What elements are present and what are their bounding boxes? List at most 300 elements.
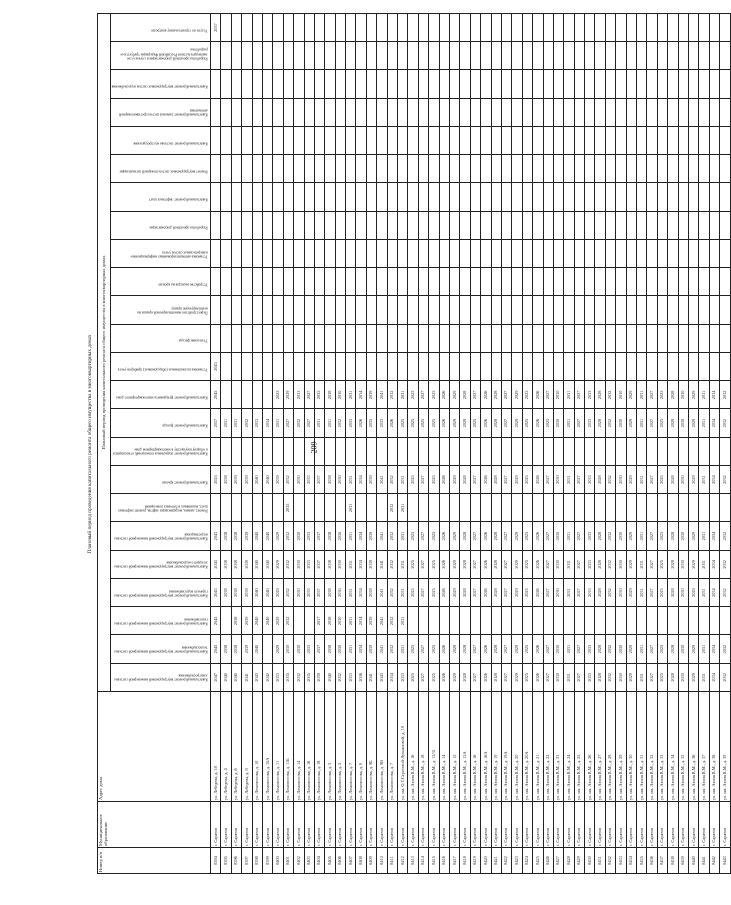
row-year-cell bbox=[470, 494, 480, 522]
row-year-cell bbox=[377, 494, 387, 522]
row-year-cell bbox=[657, 98, 667, 126]
row-year-cell bbox=[429, 494, 439, 522]
table-row bbox=[720, 14, 730, 874]
row-year-cell: 2039 bbox=[366, 550, 376, 578]
header-work-type-label: Капитальный ремонт (замена) систем противопожарной автоматики bbox=[119, 108, 208, 117]
row-year-cell bbox=[637, 240, 647, 268]
row-municipality: г. Саратов bbox=[543, 802, 553, 848]
row-year-cell bbox=[273, 437, 283, 465]
row-year-cell bbox=[616, 42, 626, 70]
row-year-cell bbox=[408, 240, 418, 268]
header-work-type-label: Ремонт, замена, модернизация лифтов, ремонт лифтовых шахт, машинных и блочных помещений bbox=[118, 504, 208, 513]
row-year-cell bbox=[709, 98, 719, 126]
row-year-cell: 2039 bbox=[366, 635, 376, 663]
row-year-cell bbox=[553, 211, 563, 239]
row-year-cell bbox=[481, 155, 491, 183]
row-year-cell bbox=[335, 494, 345, 522]
row-year-cell: 2028 bbox=[668, 663, 678, 691]
row-year-cell: 2026 bbox=[533, 663, 543, 691]
row-year-cell bbox=[325, 127, 335, 155]
row-year-cell bbox=[283, 296, 293, 324]
row-year-cell bbox=[252, 494, 262, 522]
row-year-cell bbox=[346, 437, 356, 465]
row-year-cell: 2026 bbox=[481, 579, 491, 607]
row-year-cell: 2026 bbox=[439, 466, 449, 494]
row-year-cell bbox=[626, 437, 636, 465]
row-year-cell bbox=[512, 607, 522, 635]
row-year-cell: 2028 bbox=[460, 409, 470, 437]
row-year-cell: 2030 bbox=[283, 635, 293, 663]
row-municipality: г. Саратов bbox=[574, 802, 584, 848]
row-year-cell bbox=[449, 183, 459, 211]
row-year-cell bbox=[564, 437, 574, 465]
row-year-cell bbox=[262, 127, 272, 155]
row-year-cell: 2031 bbox=[231, 409, 241, 437]
row-year-cell bbox=[533, 127, 543, 155]
row-year-cell: 2027 bbox=[304, 409, 314, 437]
row-year-cell bbox=[491, 98, 501, 126]
row-year-cell: 2030 bbox=[335, 607, 345, 635]
row-year-cell: 2037 bbox=[211, 14, 221, 42]
row-municipality: г. Саратов bbox=[273, 802, 283, 848]
row-year-cell: 2028 bbox=[595, 550, 605, 578]
row-year-cell bbox=[346, 70, 356, 98]
row-municipality: г. Саратов bbox=[335, 802, 345, 848]
row-year-cell bbox=[283, 14, 293, 42]
row-year-cell bbox=[356, 183, 366, 211]
row-year-cell bbox=[637, 437, 647, 465]
row-year-cell bbox=[481, 494, 491, 522]
row-year-cell: 2032 bbox=[387, 607, 397, 635]
row-year-cell bbox=[304, 70, 314, 98]
row-year-cell bbox=[678, 494, 688, 522]
row-year-cell bbox=[387, 240, 397, 268]
row-year-cell: 2037 bbox=[314, 579, 324, 607]
row-year-cell: 2032 bbox=[605, 409, 615, 437]
row-year-cell bbox=[460, 42, 470, 70]
table-row bbox=[387, 14, 397, 874]
row-year-cell bbox=[501, 437, 511, 465]
row-year-cell: 2030 bbox=[335, 466, 345, 494]
row-year-cell bbox=[221, 155, 231, 183]
row-year-cell: 2031 bbox=[637, 550, 647, 578]
row-year-cell bbox=[470, 14, 480, 42]
row-year-cell bbox=[626, 183, 636, 211]
row-year-cell: 2027 bbox=[418, 381, 428, 409]
row-year-cell bbox=[522, 183, 532, 211]
row-year-cell bbox=[564, 183, 574, 211]
row-year-cell: 2033 bbox=[585, 381, 595, 409]
row-address: ул. Ломоносова, д. 7 bbox=[387, 692, 397, 802]
row-year-cell bbox=[449, 240, 459, 268]
table-row bbox=[512, 14, 522, 874]
row-year-cell bbox=[491, 155, 501, 183]
row-year-cell bbox=[470, 607, 480, 635]
table-row bbox=[408, 14, 418, 874]
table-row bbox=[449, 14, 459, 874]
table-row bbox=[533, 14, 543, 874]
row-year-cell bbox=[481, 353, 491, 381]
row-year-cell: 2027 bbox=[470, 579, 480, 607]
row-year-cell bbox=[398, 211, 408, 239]
row-year-cell: 2031 bbox=[398, 522, 408, 550]
row-year-cell bbox=[574, 183, 584, 211]
row-year-cell: 2039 bbox=[366, 466, 376, 494]
row-year-cell bbox=[325, 14, 335, 42]
row-year-cell bbox=[429, 98, 439, 126]
row-address: ул. Ломоносова, д. 9 bbox=[356, 692, 366, 802]
row-year-cell bbox=[408, 494, 418, 522]
row-year-cell: 2038 bbox=[325, 635, 335, 663]
row-year-cell: 2035 bbox=[283, 494, 293, 522]
row-year-cell bbox=[512, 155, 522, 183]
header-work-type-label: Капитальный ремонт системы мусороудаления bbox=[133, 141, 208, 146]
row-year-cell bbox=[668, 240, 678, 268]
row-year-cell: 2028 bbox=[460, 466, 470, 494]
row-year-cell: 2031 bbox=[564, 579, 574, 607]
row-year-cell bbox=[335, 324, 345, 352]
row-address: ул. им. Азина В.М., д. 16 bbox=[408, 692, 418, 802]
row-year-cell bbox=[429, 353, 439, 381]
row-year-cell bbox=[387, 155, 397, 183]
row-year-cell bbox=[273, 353, 283, 381]
row-year-cell bbox=[252, 211, 262, 239]
row-year-cell: 2029 bbox=[449, 663, 459, 691]
row-year-cell bbox=[605, 353, 615, 381]
row-year-cell: 2027 bbox=[501, 550, 511, 578]
row-year-cell bbox=[356, 98, 366, 126]
row-year-cell bbox=[637, 155, 647, 183]
row-year-cell bbox=[211, 155, 221, 183]
row-year-cell bbox=[626, 494, 636, 522]
row-year-cell bbox=[304, 98, 314, 126]
row-year-cell bbox=[377, 353, 387, 381]
row-year-cell bbox=[637, 98, 647, 126]
row-address: ул. им. Азина В.М., д. 18 bbox=[418, 692, 428, 802]
row-address: ул. Ломоносова, д. 3 bbox=[325, 692, 335, 802]
row-number: 8430 bbox=[585, 848, 595, 874]
row-year-cell bbox=[387, 437, 397, 465]
row-year-cell: 2026 bbox=[481, 409, 491, 437]
row-year-cell: 2031 bbox=[398, 635, 408, 663]
row-year-cell bbox=[585, 353, 595, 381]
row-year-cell: 2028 bbox=[491, 579, 501, 607]
row-year-cell bbox=[626, 268, 636, 296]
row-number: 8401 bbox=[283, 848, 293, 874]
row-year-cell: 2033 bbox=[304, 522, 314, 550]
row-year-cell bbox=[678, 296, 688, 324]
row-year-cell bbox=[616, 268, 626, 296]
row-municipality: г. Саратов bbox=[533, 802, 543, 848]
row-year-cell bbox=[387, 183, 397, 211]
table-row bbox=[252, 14, 262, 874]
row-year-cell bbox=[366, 268, 376, 296]
row-year-cell bbox=[709, 494, 719, 522]
row-year-cell bbox=[688, 494, 698, 522]
row-year-cell: 2025 bbox=[657, 663, 667, 691]
row-year-cell bbox=[221, 437, 231, 465]
table-row bbox=[242, 14, 252, 874]
row-year-cell: 2031 bbox=[398, 550, 408, 578]
row-year-cell bbox=[512, 98, 522, 126]
row-year-cell bbox=[699, 324, 709, 352]
row-number: 8416 bbox=[439, 848, 449, 874]
row-year-cell bbox=[211, 296, 221, 324]
header-work-type-label: Капитальный ремонт внутридомовой инженерной системы горячего водоснабжения bbox=[114, 588, 208, 598]
row-year-cell bbox=[543, 296, 553, 324]
table-row bbox=[398, 14, 408, 874]
row-year-cell bbox=[211, 494, 221, 522]
row-year-cell bbox=[647, 211, 657, 239]
row-year-cell bbox=[595, 240, 605, 268]
header-work-type bbox=[111, 211, 211, 239]
row-municipality: г. Саратов bbox=[242, 802, 252, 848]
row-year-cell: 2032 bbox=[387, 579, 397, 607]
row-year-cell bbox=[605, 324, 615, 352]
table-row bbox=[418, 14, 428, 874]
row-year-cell: 2045 bbox=[211, 635, 221, 663]
row-year-cell bbox=[242, 324, 252, 352]
row-municipality: г. Саратов bbox=[449, 802, 459, 848]
row-year-cell bbox=[522, 127, 532, 155]
row-year-cell bbox=[294, 324, 304, 352]
row-year-cell bbox=[366, 70, 376, 98]
row-year-cell: 2031 bbox=[699, 579, 709, 607]
row-year-cell bbox=[346, 353, 356, 381]
row-year-cell: 2039 bbox=[242, 466, 252, 494]
row-year-cell bbox=[564, 353, 574, 381]
row-year-cell bbox=[398, 296, 408, 324]
header-work-type bbox=[111, 579, 211, 607]
row-year-cell bbox=[273, 296, 283, 324]
row-year-cell bbox=[595, 607, 605, 635]
row-year-cell bbox=[585, 183, 595, 211]
row-year-cell bbox=[543, 437, 553, 465]
row-year-cell bbox=[637, 324, 647, 352]
row-year-cell: 2030 bbox=[616, 409, 626, 437]
row-year-cell bbox=[657, 296, 667, 324]
row-year-cell bbox=[262, 98, 272, 126]
row-year-cell bbox=[720, 268, 730, 296]
row-number: 8402 bbox=[294, 848, 304, 874]
row-year-cell bbox=[637, 42, 647, 70]
row-year-cell bbox=[294, 437, 304, 465]
row-year-cell bbox=[325, 42, 335, 70]
row-address: ул. им. Азина В.М., д. 15 bbox=[449, 692, 459, 802]
row-year-cell: 2025 bbox=[657, 381, 667, 409]
row-year-cell bbox=[553, 155, 563, 183]
row-year-cell bbox=[418, 211, 428, 239]
row-year-cell: 2028 bbox=[668, 466, 678, 494]
row-municipality: г. Саратов bbox=[377, 802, 387, 848]
row-year-cell: 2035 bbox=[304, 663, 314, 691]
row-year-cell bbox=[408, 324, 418, 352]
row-year-cell: 2033 bbox=[585, 522, 595, 550]
row-municipality: г. Саратов bbox=[481, 802, 491, 848]
row-year-cell bbox=[585, 98, 595, 126]
header-work-type-label: Капитальный ремонт фундамента многоквартирного дома bbox=[116, 395, 208, 400]
row-year-cell: 2029 bbox=[512, 381, 522, 409]
row-year-cell bbox=[408, 127, 418, 155]
row-year-cell bbox=[377, 211, 387, 239]
row-year-cell bbox=[304, 127, 314, 155]
row-year-cell bbox=[439, 211, 449, 239]
header-work-type-label: Капитальный ремонт фасада bbox=[162, 423, 208, 428]
row-year-cell bbox=[564, 494, 574, 522]
row-year-cell bbox=[231, 437, 241, 465]
row-year-cell bbox=[543, 14, 553, 42]
row-year-cell: 2027 bbox=[574, 663, 584, 691]
row-year-cell: 2027 bbox=[501, 635, 511, 663]
row-year-cell bbox=[242, 240, 252, 268]
row-year-cell: 2027 bbox=[470, 522, 480, 550]
row-year-cell bbox=[647, 268, 657, 296]
row-year-cell: 2029 bbox=[273, 579, 283, 607]
row-year-cell bbox=[553, 14, 563, 42]
row-year-cell bbox=[262, 155, 272, 183]
row-number: 8438 bbox=[668, 848, 678, 874]
row-municipality: г. Саратов bbox=[501, 802, 511, 848]
row-year-cell: 2030 bbox=[616, 550, 626, 578]
row-year-cell: 2031 bbox=[637, 381, 647, 409]
row-year-cell bbox=[211, 324, 221, 352]
row-year-cell bbox=[398, 155, 408, 183]
row-year-cell bbox=[647, 324, 657, 352]
row-year-cell: 2032 bbox=[387, 550, 397, 578]
row-year-cell bbox=[491, 607, 501, 635]
row-year-cell bbox=[231, 296, 241, 324]
row-year-cell bbox=[262, 353, 272, 381]
row-year-cell bbox=[387, 268, 397, 296]
row-year-cell: 2034 bbox=[356, 579, 366, 607]
row-year-cell: 2038 bbox=[325, 579, 335, 607]
row-year-cell bbox=[273, 155, 283, 183]
row-year-cell: 2039 bbox=[242, 579, 252, 607]
row-year-cell bbox=[501, 14, 511, 42]
row-year-cell bbox=[211, 70, 221, 98]
row-year-cell: 2027 bbox=[304, 381, 314, 409]
row-year-cell bbox=[637, 211, 647, 239]
row-year-cell bbox=[314, 98, 324, 126]
row-year-cell bbox=[668, 353, 678, 381]
row-year-cell bbox=[304, 183, 314, 211]
row-municipality: г. Саратов bbox=[398, 802, 408, 848]
header-work-type-label: Капитальный ремонт внутридомовой инженерной системы газоснабжения bbox=[114, 617, 208, 626]
row-year-cell bbox=[668, 183, 678, 211]
row-year-cell bbox=[585, 155, 595, 183]
row-year-cell bbox=[314, 155, 324, 183]
row-year-cell bbox=[418, 14, 428, 42]
row-year-cell bbox=[564, 98, 574, 126]
table-row bbox=[709, 14, 719, 874]
row-year-cell: 2029 bbox=[626, 522, 636, 550]
row-year-cell bbox=[273, 268, 283, 296]
row-year-cell bbox=[626, 240, 636, 268]
row-year-cell: 2031 bbox=[346, 579, 356, 607]
row-year-cell bbox=[688, 437, 698, 465]
row-year-cell bbox=[304, 437, 314, 465]
row-year-cell bbox=[356, 240, 366, 268]
header-work-type bbox=[111, 42, 211, 70]
header-work-type-label: Капитальный ремонт внутридомовых систем водоснабжения bbox=[112, 84, 208, 89]
row-year-cell: 2029 bbox=[688, 579, 698, 607]
row-year-cell bbox=[533, 268, 543, 296]
row-number: 8394 bbox=[211, 848, 221, 874]
row-address: ул. им. Азина В.М., д. 23 bbox=[553, 692, 563, 802]
row-year-cell bbox=[543, 98, 553, 126]
row-year-cell: 2031 bbox=[325, 409, 335, 437]
row-year-cell: 2038 bbox=[325, 550, 335, 578]
row-year-cell: 2027 bbox=[647, 550, 657, 578]
row-year-cell: 2031 bbox=[273, 409, 283, 437]
row-year-cell bbox=[418, 296, 428, 324]
table-row bbox=[688, 14, 698, 874]
row-year-cell bbox=[460, 324, 470, 352]
row-year-cell: 2034 bbox=[356, 635, 366, 663]
row-year-cell bbox=[356, 324, 366, 352]
row-year-cell bbox=[325, 70, 335, 98]
row-year-cell bbox=[325, 324, 335, 352]
row-year-cell: 2040 bbox=[252, 522, 262, 550]
row-year-cell bbox=[574, 127, 584, 155]
row-year-cell bbox=[585, 14, 595, 42]
row-year-cell bbox=[283, 240, 293, 268]
row-year-cell bbox=[595, 98, 605, 126]
header-work-type-label: Установка автоматизированных информационно-измерительных систем учета bbox=[130, 249, 208, 259]
row-year-cell bbox=[377, 42, 387, 70]
row-year-cell bbox=[626, 155, 636, 183]
row-year-cell bbox=[242, 183, 252, 211]
row-year-cell bbox=[501, 70, 511, 98]
row-year-cell bbox=[637, 353, 647, 381]
row-year-cell: 2027 bbox=[574, 409, 584, 437]
row-year-cell bbox=[595, 127, 605, 155]
row-year-cell bbox=[481, 268, 491, 296]
row-year-cell: 2030 bbox=[294, 635, 304, 663]
row-year-cell bbox=[429, 155, 439, 183]
row-number: 8417 bbox=[449, 848, 459, 874]
row-year-cell bbox=[595, 324, 605, 352]
row-year-cell bbox=[325, 437, 335, 465]
row-year-cell bbox=[252, 70, 262, 98]
row-year-cell bbox=[657, 155, 667, 183]
row-year-cell bbox=[553, 296, 563, 324]
row-municipality: г. Саратов bbox=[314, 802, 324, 848]
row-year-cell: 2025 bbox=[657, 635, 667, 663]
row-year-cell bbox=[481, 437, 491, 465]
row-year-cell bbox=[231, 155, 241, 183]
row-number: 8420 bbox=[481, 848, 491, 874]
row-year-cell bbox=[668, 607, 678, 635]
row-year-cell: 2027 bbox=[647, 381, 657, 409]
row-number: 8427 bbox=[553, 848, 563, 874]
row-year-cell: 2027 bbox=[283, 409, 293, 437]
row-year-cell bbox=[564, 70, 574, 98]
row-year-cell bbox=[231, 381, 241, 409]
row-year-cell bbox=[273, 14, 283, 42]
row-year-cell bbox=[429, 296, 439, 324]
row-municipality: г. Саратов bbox=[709, 802, 719, 848]
row-year-cell bbox=[314, 324, 324, 352]
row-year-cell: 2029 bbox=[512, 550, 522, 578]
row-year-cell bbox=[574, 494, 584, 522]
row-year-cell bbox=[439, 494, 449, 522]
row-year-cell bbox=[449, 437, 459, 465]
row-year-cell: 2027 bbox=[543, 522, 553, 550]
row-number: 8424 bbox=[522, 848, 532, 874]
row-year-cell bbox=[688, 155, 698, 183]
row-year-cell: 2032 bbox=[605, 522, 615, 550]
